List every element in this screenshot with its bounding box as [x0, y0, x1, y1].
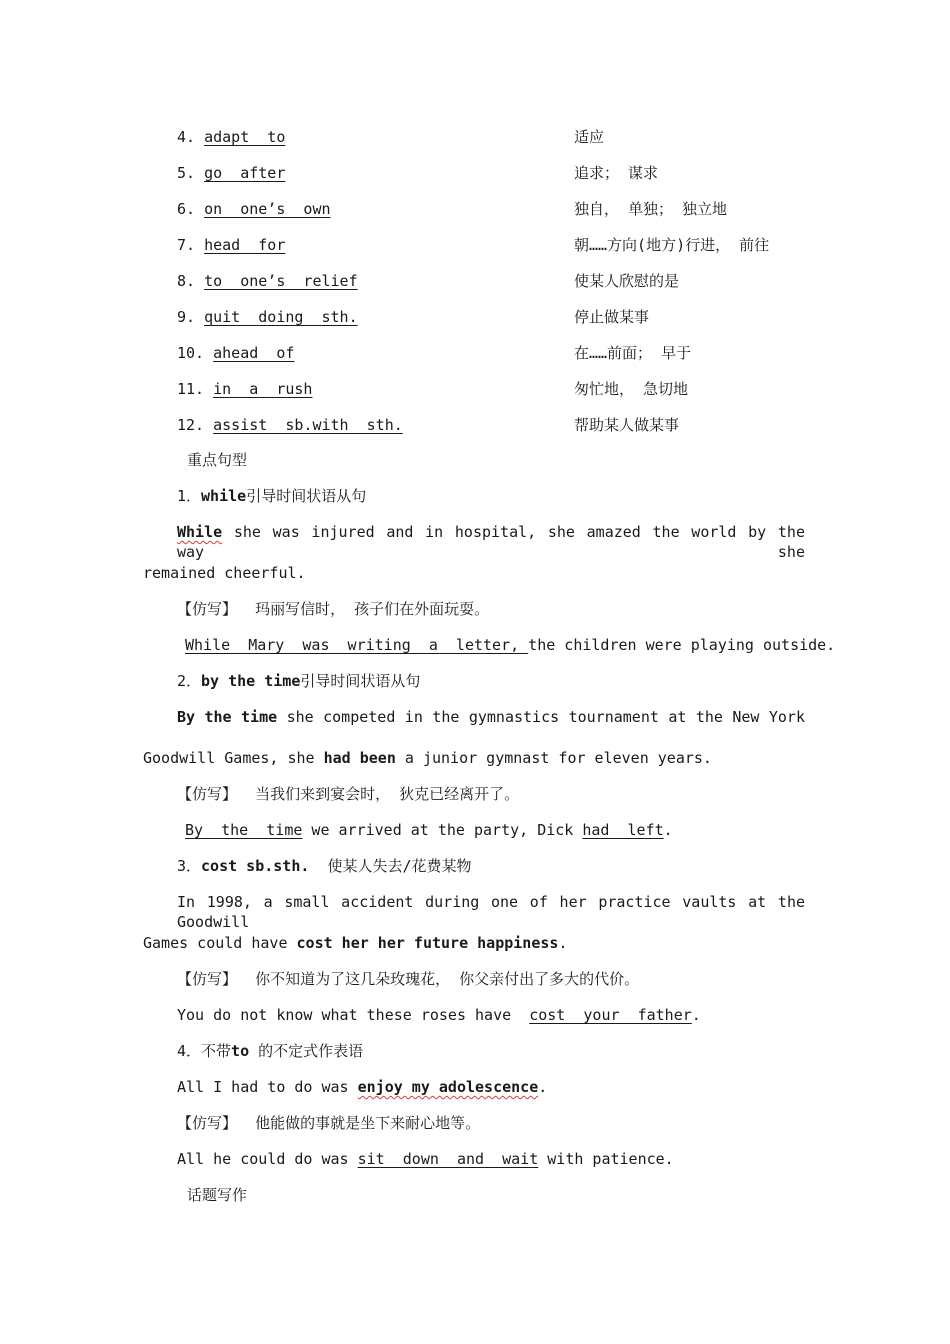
- phrase-chinese: 适应: [574, 128, 605, 146]
- pattern-4-heading: [177, 1041, 363, 1061]
- phrase-english: ahead of: [213, 344, 295, 362]
- phrase-item: [177, 127, 285, 147]
- pattern-number: 4．: [177, 1042, 202, 1060]
- pattern-1-practice-answer: [185, 635, 835, 655]
- section-heading-topic-writing: 话题写作: [187, 1186, 248, 1204]
- answer-text: You do not know what these roses have: [177, 1006, 530, 1024]
- phrase-chinese: 在……前面； 早于: [574, 344, 692, 362]
- example-text: Games could have: [143, 934, 297, 952]
- phrase-item: [177, 307, 358, 327]
- phrase-chinese: 追求； 谋求: [574, 164, 659, 182]
- phrase-chinese: 独自， 单独； 独立地: [574, 200, 728, 218]
- phrase-english: assist sb.with sth.: [213, 416, 403, 434]
- phrase-number: 4.: [177, 128, 196, 146]
- pattern-description: 引导时间状语从句: [246, 487, 367, 505]
- phrase-chinese: 朝……方向(地方)行进， 前往: [574, 236, 770, 254]
- phrase-number: 10.: [177, 344, 205, 362]
- answer-text: the children were playing outside.: [528, 636, 836, 654]
- example-keyword: cost her her future happiness: [296, 934, 559, 952]
- pattern-number: 1．: [177, 487, 202, 505]
- pattern-2-example-line-2: [143, 748, 712, 768]
- pattern-description: 使某人失去/花费某物: [309, 857, 472, 875]
- example-text-end: a junior gymnast for eleven years.: [395, 749, 712, 767]
- phrase-number: 6.: [177, 200, 196, 218]
- pattern-2-example-line-1: [177, 707, 805, 727]
- pattern-2-practice-prompt: [177, 784, 519, 804]
- example-keyword: While: [177, 523, 223, 541]
- phrase-english: adapt to: [204, 128, 286, 146]
- answer-blank: sit down and wait: [357, 1150, 539, 1168]
- phrase-number: 12.: [177, 416, 205, 434]
- phrase-item: [177, 343, 294, 363]
- pattern-keyword: by the time: [201, 672, 301, 690]
- phrase-number: 5.: [177, 164, 196, 182]
- practice-prompt-text: 他能做的事就是坐下来耐心地等。: [255, 1114, 481, 1132]
- pattern-1-example-line-1: [177, 522, 805, 562]
- phrase-number: 9.: [177, 308, 196, 326]
- phrase-item: [177, 415, 403, 435]
- pattern-number: 2．: [177, 672, 202, 690]
- example-text: she was injured and in hospital, she amazed the world by the way she: [177, 523, 805, 561]
- practice-tag: 【仿写】: [177, 785, 238, 803]
- pattern-1-heading: [177, 486, 366, 506]
- phrase-chinese: 停止做某事: [574, 308, 650, 326]
- answer-text: we arrived at the party, Dick: [302, 821, 583, 839]
- phrase-english: quit doing sth.: [204, 308, 358, 326]
- practice-tag: 【仿写】: [177, 600, 238, 618]
- pattern-4-example: [177, 1077, 547, 1097]
- phrase-item: [177, 379, 312, 399]
- answer-text-end: with patience.: [538, 1150, 674, 1168]
- answer-blank: had left: [582, 821, 664, 839]
- practice-prompt-text: 你不知道为了这几朵玫瑰花， 你父亲付出了多大的代价。: [255, 970, 640, 988]
- phrase-chinese: 帮助某人做某事: [574, 416, 680, 434]
- practice-prompt-text: 玛丽写信时， 孩子们在外面玩耍。: [255, 600, 490, 618]
- answer-blank: cost your father: [529, 1006, 692, 1024]
- pattern-keyword: while: [201, 487, 247, 505]
- example-keyword: By the time: [177, 708, 278, 726]
- phrase-number: 8.: [177, 272, 196, 290]
- example-text-end: .: [538, 1078, 548, 1096]
- pattern-3-heading: [177, 856, 472, 876]
- pattern-1-example-line-2: remained cheerful.: [143, 564, 306, 582]
- pattern-number: 3．: [177, 857, 202, 875]
- pattern-keyword: cost sb.sth.: [201, 857, 310, 875]
- answer-text: All he could do was: [177, 1150, 358, 1168]
- practice-tag: 【仿写】: [177, 970, 238, 988]
- phrase-english: go after: [204, 164, 286, 182]
- pattern-3-example-line-2: [143, 933, 567, 953]
- phrase-english: to one’s relief: [204, 272, 358, 290]
- practice-prompt-text: 当我们来到宴会时， 狄克已经离开了。: [255, 785, 520, 803]
- example-keyword: had been: [323, 749, 396, 767]
- phrase-item: [177, 235, 285, 255]
- example-text: Goodwill Games, she: [143, 749, 324, 767]
- phrase-item: [177, 199, 331, 219]
- pattern-keyword: to: [231, 1042, 250, 1060]
- phrase-english: in a rush: [213, 380, 313, 398]
- example-text: All I had to do was: [177, 1078, 358, 1096]
- pattern-2-practice-answer: [185, 820, 673, 840]
- pattern-1-practice-prompt: [177, 599, 489, 619]
- section-heading-key-sentences: 重点句型: [187, 451, 248, 469]
- pattern-3-example-line-1: In 1998, a small accident during one of her practice vaults at the Goodwill: [177, 893, 805, 931]
- pattern-description: 引导时间状语从句: [300, 672, 421, 690]
- example-keyword: enjoy my adolescence: [357, 1078, 539, 1096]
- phrase-chinese: 匆忙地， 急切地: [574, 380, 689, 398]
- phrase-chinese: 使某人欣慰的是: [574, 272, 680, 290]
- pattern-3-practice-prompt: [177, 969, 639, 989]
- pattern-4-practice-answer: [177, 1149, 674, 1169]
- answer-text-end: .: [691, 1006, 701, 1024]
- phrase-item: [177, 163, 285, 183]
- example-text-end: .: [558, 934, 568, 952]
- pattern-4-practice-prompt: [177, 1113, 480, 1133]
- pattern-3-practice-answer: [177, 1005, 701, 1025]
- pattern-description: 的不定式作表语: [249, 1042, 364, 1060]
- example-text: she competed in the gymnastics tournament at the New York: [286, 708, 805, 726]
- answer-blank: By the time: [185, 821, 303, 839]
- phrase-english: on one’s own: [204, 200, 331, 218]
- phrase-number: 11.: [177, 380, 205, 398]
- phrase-english: head for: [204, 236, 286, 254]
- pattern-2-heading: [177, 671, 420, 691]
- phrase-item: [177, 271, 358, 291]
- practice-tag: 【仿写】: [177, 1114, 238, 1132]
- pattern-description: 不带: [201, 1042, 232, 1060]
- answer-text-end: .: [663, 821, 673, 839]
- answer-blank: While Mary was writing a letter,: [185, 636, 529, 654]
- phrase-number: 7.: [177, 236, 196, 254]
